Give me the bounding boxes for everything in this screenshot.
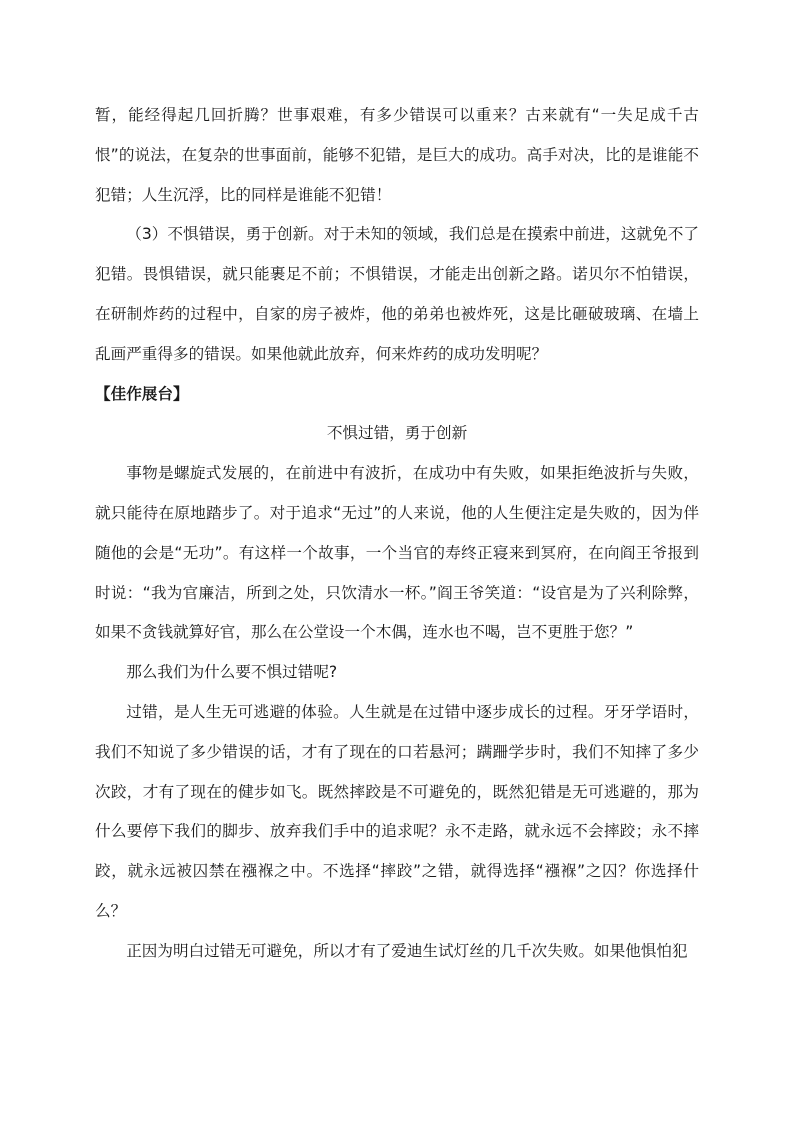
continuation-paragraph: 暂，能经得起几回折腾？世事艰难，有多少错误可以重来？古来就有“一失足成千古恨”的说法，在复杂的世事面前，能够不犯错，是巨大的成功。高手对决，比的是谁能不犯错；人生沉浮，比的同样是谁能不犯错！	[95, 106, 699, 204]
essay-paragraph-4: 正因为明白过错无可避免，所以才有了爱迪生试灯丝的几千次失败。如果他惧怕犯	[126, 941, 688, 960]
essay-paragraph-3: 过错，是人生无可逃避的体验。人生就是在过错中逐步成长的过程。牙牙学语时，我们不知说了多少错误的话，才有了现在的口若悬河；蹒跚学步时，我们不知摔了多少次跤，才有了现在的健步如飞。既然摔跤是不可避免的，既然犯错是无可逃避的，那为什么要停下我们的脚步、放弃我们手中的追求呢？永不走路，就永远不会摔跤；永不摔跤，就永远被囚禁在襁褓之中。不选择“摔跤”之错，就得选择“襁褓”之囚？你选择什么？	[95, 702, 699, 920]
essay-paragraph-1: 事物是螺旋式发展的，在前进中有波折，在成功中有失败，如果拒绝波折与失败，就只能待在原地踏步了。对于追求“无过”的人来说，他的人生便注定是失败的，因为伴随他的会是“无功”。有这样一个故事，一个当官的寿终正寝来到冥府，在向阎王爷报到时说：“我为官廉洁，所到之处，只饮清水一杯。”阎王爷笑道：“设官是为了兴利除弊，如果不贪钱就算好官，那么在公堂设一个木偶，连水也不喝，岂不更胜于您？”	[95, 464, 699, 642]
point-3-paragraph: （3）不惧错误，勇于创新。对于未知的领域，我们总是在摸索中前进，这就免不了犯错。畏惧错误，就只能裹足不前；不惧错误，才能走出创新之路。诺贝尔不怕错误，在研制炸药的过程中，自家的房子被炸，他的弟弟也被炸死，这是比砸破玻璃、在墙上乱画严重得多的错误。如果他就此放弃，何来炸药的成功发明呢？	[95, 225, 699, 363]
essay-title: 不惧过错，勇于创新	[326, 424, 468, 443]
document-page	[95, 96, 699, 972]
section-heading: 【佳作展台】	[95, 384, 189, 403]
essay-paragraph-2: 那么我们为什么要不惧过错呢?	[126, 663, 338, 682]
